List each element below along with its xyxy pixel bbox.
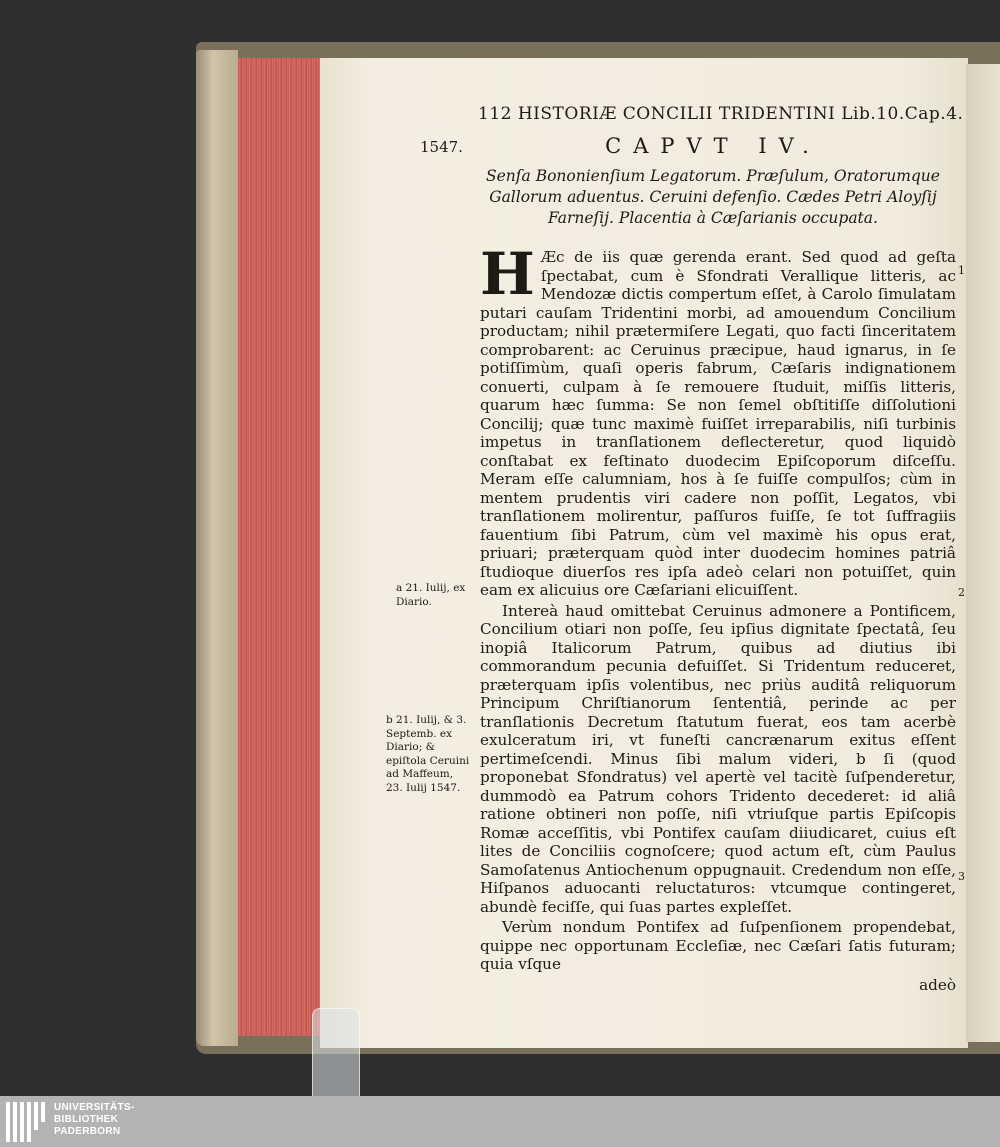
drop-cap: H (480, 240, 535, 308)
margin-year: 1547. (420, 138, 463, 156)
paragraph-1: H Æc de iis quæ gerenda erant. Sed quod ad geſta ſpectabat, cum è Sfondrati Verallique litteris, ac Mendozæ dictis compertum eſſet, à Carolo ſimulatam putari cauſam Tridentini morbi, ad amouendum Concilium productam; nihil prætermiſere Legati, quo facti ſinceritatem comprobarent: ac Ceruinus præcipue, haud ignarus, in ſe potiſſimùm, quaſi operis fabrum, Cæſaris indignationem conuerti, culpam à ſe remouere ſtuduit, miſſis litteris, quarum hæc ſumma: Se non ſemel obſtitiſſe diſſolutioni Concilij; quæ tunc maximè fuiſſet irreparabilis, niſi turbinis impetus in tranſlationem deflecteretur, quod liquidò conſtabat ex feſtinato duodecim Epiſcoporum diſceſſu. Meram eſſe calumniam, hos à ſe fuiſſe compulſos; cùm in mentem prudentis viri cadere non poſſit, Legatos, vbi tranſlationem molirentur, paſſuros fuiſſe, ſe tot ſuffragiis fauentium ſibi Patrum, cùm vel maximè his opus erat, priuari; præterquam quòd inter duodecim homines patriâ ſtudioque diuerſos res ipſa adeò celari non potuiſſet, quin eam ex alicuius ore Cæſariani elicuiſſent. (480, 240, 956, 599)
paragraph-number: 1 (958, 264, 965, 277)
running-head: 112 HISTORIÆ CONCILII TRIDENTINI Lib.10.Cap.4. (478, 104, 964, 124)
margin-note-a: a 21. Iulij, ex Diario. (396, 582, 466, 608)
library-name: UNIVERSITÄTS- BIBLIOTHEK PADERBORN (54, 1102, 135, 1137)
paragraph-number: 3 (958, 870, 965, 883)
library-footer (0, 1096, 1000, 1147)
page-clip (312, 1008, 360, 1100)
catchword: adeò (919, 975, 956, 994)
chapter-title: CAPVT IV. (605, 134, 821, 158)
margin-note-b: b 21. Iulij, & 3. Septemb. ex Diario; & epiſtola Ceruini ad Maffeum, 23. Iulij 1547. (386, 714, 470, 794)
body-text (480, 240, 956, 994)
book-cover-edge (196, 50, 238, 1046)
paragraph-number: 2 (958, 586, 965, 599)
paragraph-2: Intereà haud omittebat Ceruinus admonere a Pontificem, Concilium otiari non poſſe, ſeu ipſius dignitate ſpectatâ, ſeu inopiâ Italicorum Patrum, quibus ad diutius ibi commorandum pecunia defuiſſet. Si Tridentum reduceret, præterquam ipſis volentibus, nec priùs auditâ reliquorum Principum Chriſtianorum ſententiâ, perinde ac per tranſlationis Decretum ſtatutum fuerat, eos tam acerbè exulceratum iri, vt funeſti cancrænarum exitus eſſent pertimeſcendi. Minus ſibi malum videri, b ſi (quod proponebat Sfondratus) vel apertè vel tacitè ſuſpenderetur, dummodò ea Patrum cohors Tridento decederet: id aliâ ratione obtineri non poſſe, niſi vtriuſque partis Epiſcopis Romæ acceſſitis, vbi Pontifex cauſam diiudicaret, cuius eſt lites de Conciliis cognoſcere; quod actum eſt, cùm Paulus Samoſatenus Antiochenum oppugnauit. Credendum non eſſe, Hiſpanos aduocanti reluctaturos: vtcumque contingeret, abundè feciſſe, qui ſuas partes expleſſet. (480, 601, 956, 916)
paragraph-3: Verùm nondum Pontifex ad ſuſpenſionem propendebat, quippe nec opportunam Eccleſiæ, nec Cæſari ſatis futuram; quia vſque (480, 918, 956, 973)
right-page-edge (966, 64, 1000, 1042)
library-logo-icon (6, 1102, 46, 1142)
chapter-summary: Senſa Bononienſium Legatorum. Præſulum, Oratorumque Gallorum aduentus. Ceruini defenſio. Cædes Petri Aloyſij Farneſij. Placentia à Cæſarianis occupata. (486, 167, 940, 227)
red-page-edges (238, 58, 322, 1036)
